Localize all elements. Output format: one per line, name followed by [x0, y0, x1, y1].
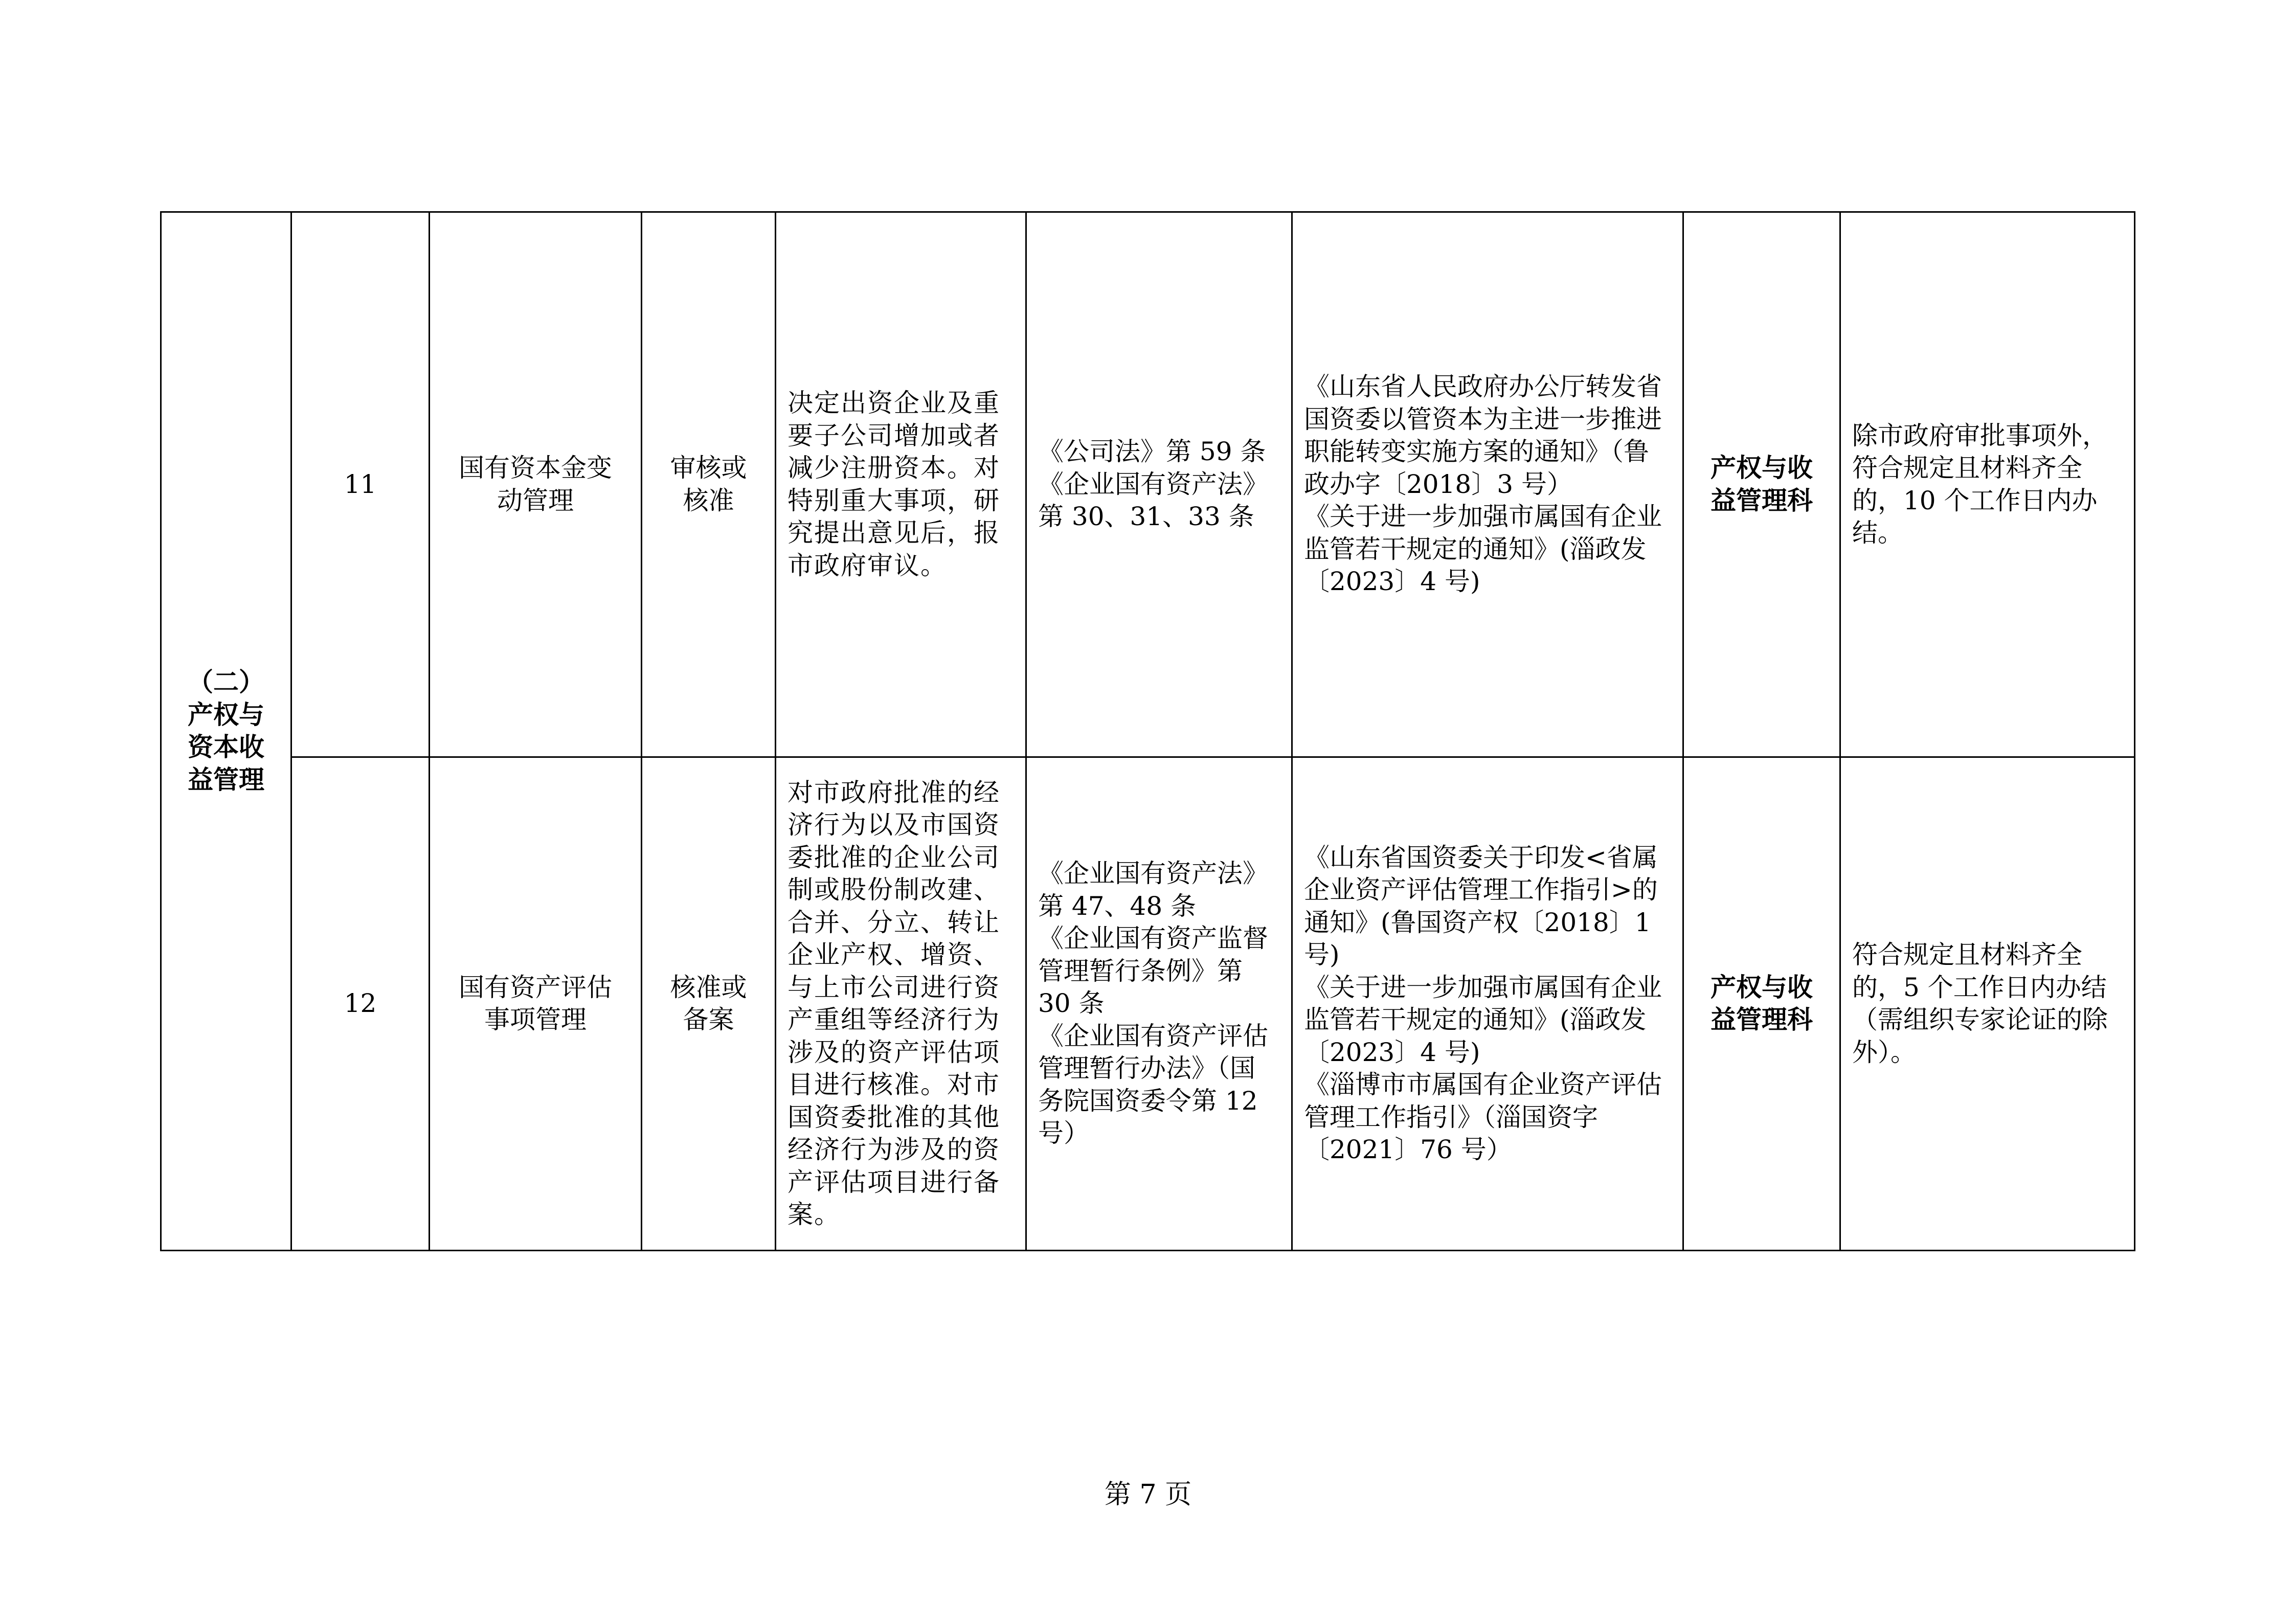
law-citation: 《企业国有资产评估管理暂行办法》（国务院国资委令第 12 号）	[1038, 1021, 1268, 1148]
time-limit-text: 符合规定且材料齐全的，5 个工作日内办结（需组织专家论证的除外）。	[1840, 757, 2135, 1251]
policy-citation: 《山东省人民政府办公厅转发省国资委以管资本为主进一步推进职能转变实施方案的通知》（鲁政办字〔2018〕3 号）	[1304, 372, 1662, 499]
power-type-line: 核准或	[670, 972, 747, 1002]
page-number: 第 7 页	[1104, 1479, 1192, 1510]
power-type-line: 审核或	[670, 453, 747, 483]
law-basis-cell	[1026, 757, 1292, 1251]
table-row	[161, 757, 2135, 1251]
law-citation: 《公司法》第 59 条	[1038, 437, 1266, 467]
power-type-line: 核准	[683, 485, 734, 515]
policy-citation: 《山东省国资委关于印发<省属企业资产评估管理工作指引>的通知》(鲁国资产权〔2018〕1 号)	[1304, 842, 1658, 970]
category-line: （二）	[188, 667, 264, 697]
department-line: 益管理科	[1710, 1005, 1813, 1034]
law-basis-cell	[1026, 212, 1292, 757]
department-line: 产权与收	[1710, 972, 1813, 1002]
item-number: 11	[291, 212, 430, 757]
power-type-cell	[642, 757, 776, 1251]
category-line: 资本收	[188, 732, 264, 762]
department-cell	[1683, 212, 1840, 757]
department-cell	[1683, 757, 1840, 1251]
item-number: 12	[291, 757, 430, 1251]
item-name-line: 国有资本金变	[459, 453, 612, 483]
law-citation: 《企业国有资产法》第 47、48 条	[1038, 859, 1268, 921]
policy-citation: 《关于进一步加强市属国有企业监管若干规定的通知》(淄政发〔2023〕4 号)	[1304, 502, 1662, 597]
item-name-cell	[430, 757, 642, 1251]
category-line: 产权与	[188, 700, 264, 730]
time-limit-text: 除市政府审批事项外，符合规定且材料齐全的，10 个工作日内办结。	[1840, 212, 2135, 757]
policy-basis-cell	[1292, 212, 1683, 757]
policy-citation: 《淄博市市属国有企业资产评估管理工作指引》（淄国资字〔2021〕76 号）	[1304, 1070, 1662, 1164]
basis-text: 对市政府批准的经济行为以及市国资委批准的企业公司制或股份制改建、合并、分立、转让企业产权、增资、与上市公司进行资产重组等经济行为涉及的资产评估项目进行核准。对市国资委批准的其他经济行为涉及的资产评估项目进行备案。	[776, 757, 1026, 1251]
item-name-line: 国有资产评估	[459, 972, 612, 1002]
table-row	[161, 212, 2135, 757]
law-citation: 《企业国有资产法》第 30、31、33 条	[1038, 469, 1268, 532]
item-name-line: 事项管理	[484, 1005, 587, 1034]
item-name-cell	[430, 212, 642, 757]
department-line: 益管理科	[1710, 485, 1813, 515]
power-type-cell	[642, 212, 776, 757]
category-line: 益管理	[188, 764, 264, 795]
powers-table	[160, 211, 2135, 1251]
department-line: 产权与收	[1710, 453, 1813, 483]
policy-basis-cell	[1292, 757, 1683, 1251]
basis-text: 决定出资企业及重要子公司增加或者减少注册资本。对特别重大事项，研究提出意见后，报市政府审议。	[776, 212, 1026, 757]
policy-citation: 《关于进一步加强市属国有企业监管若干规定的通知》(淄政发〔2023〕4 号)	[1304, 972, 1662, 1067]
power-type-line: 备案	[683, 1005, 734, 1034]
item-name-line: 动管理	[497, 485, 574, 515]
category-cell	[161, 212, 291, 1251]
law-citation: 《企业国有资产监督管理暂行条例》第 30 条	[1038, 923, 1268, 1019]
